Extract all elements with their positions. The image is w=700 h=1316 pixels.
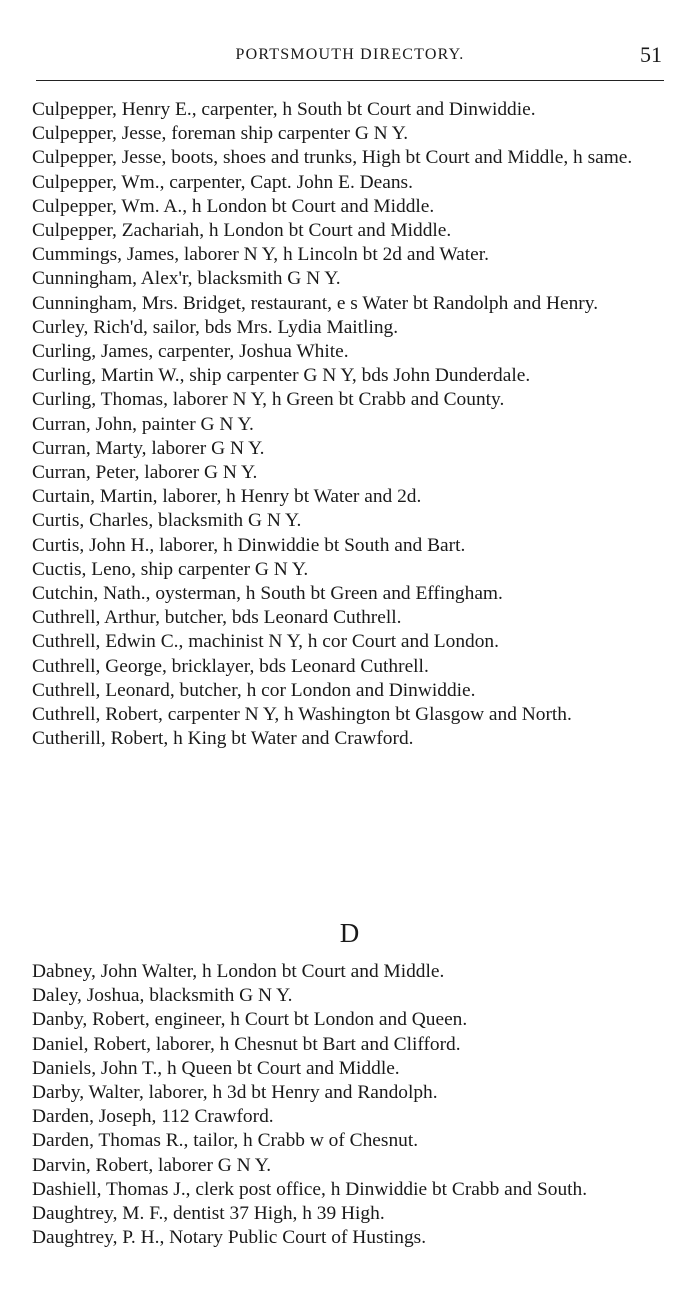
directory-entry: Cutherill, Robert, h King bt Water and Crawford. xyxy=(32,728,414,750)
directory-entry: Cuthrell, Arthur, butcher, bds Leonard Cuthrell. xyxy=(32,607,402,629)
section-letter-d: D xyxy=(339,918,361,948)
directory-entry: Cunningham, Alex'r, blacksmith G N Y. xyxy=(32,268,341,290)
directory-entry: Culpepper, Henry E., carpenter, h South bt Court and Dinwiddie. xyxy=(32,99,536,120)
directory-entry: Daniel, Robert, laborer, h Chesnut bt Bart and Clifford. xyxy=(32,1033,461,1055)
directory-entry: Culpepper, Wm., carpenter, Capt. John E. Deans. xyxy=(32,171,413,193)
page-number: 51 xyxy=(640,42,662,67)
directory-entry: Cummings, James, laborer N Y, h Lincoln bt 2d and Water. xyxy=(32,244,489,266)
entries-list-d xyxy=(32,960,668,1250)
directory-entry: Culpepper, Wm. A., h London bt Court and Middle. xyxy=(32,195,435,217)
directory-entry: Curtis, John H., laborer, h Dinwiddie bt South and Bart. xyxy=(32,534,466,556)
directory-entry: Curran, Marty, laborer G N Y. xyxy=(32,437,265,459)
running-title: PORTSMOUTH DIRECTORY. xyxy=(235,46,465,63)
directory-entry: Curling, James, carpenter, Joshua White. xyxy=(32,341,349,363)
entries-list-c xyxy=(32,98,668,751)
directory-entry: Darden, Thomas R., tailor, h Crabb w of Chesnut. xyxy=(32,1130,419,1152)
directory-entry: Daniels, John T., h Queen bt Court and Middle. xyxy=(32,1057,400,1079)
directory-entry: Curran, John, painter G N Y. xyxy=(32,413,254,435)
page-header xyxy=(36,42,664,72)
directory-entry: Darvin, Robert, laborer G N Y. xyxy=(32,1154,272,1176)
directory-entry: Curtis, Charles, blacksmith G N Y. xyxy=(32,510,302,532)
directory-entry: Curling, Thomas, laborer N Y, h Green bt Crabb and County. xyxy=(32,389,505,411)
directory-entry: Cuthrell, Edwin C., machinist N Y, h cor Court and London. xyxy=(32,631,499,653)
directory-entry: Cuthrell, Leonard, butcher, h cor London and Dinwiddie. xyxy=(32,679,476,701)
header-rule xyxy=(36,80,664,81)
directory-entry: Culpepper, Zachariah, h London bt Court and Middle. xyxy=(32,220,452,242)
directory-entry: Culpepper, Jesse, foreman ship carpenter G N Y. xyxy=(32,123,409,145)
directory-entry: Cuthrell, Robert, carpenter N Y, h Washington bt Glasgow and North. xyxy=(32,704,572,726)
directory-entry: Cuthrell, George, bricklayer, bds Leonard Cuthrell. xyxy=(32,655,429,677)
directory-entry: Daughtrey, P. H., Notary Public Court of Hustings. xyxy=(32,1227,427,1249)
directory-entry: Cunningham, Mrs. Bridget, restaurant, e s Water bt Randolph and Henry. xyxy=(32,292,599,314)
directory-entry: Curley, Rich'd, sailor, bds Mrs. Lydia Maitling. xyxy=(32,316,399,338)
directory-entry: Cutchin, Nath., oysterman, h South bt Green and Effingham. xyxy=(32,583,503,605)
directory-entry: Curling, Martin W., ship carpenter G N Y, bds John Dunderdale. xyxy=(32,365,531,387)
directory-entry: Darden, Joseph, 112 Crawford. xyxy=(32,1106,274,1128)
directory-entry: Curtain, Martin, laborer, h Henry bt Water and 2d. xyxy=(32,486,422,508)
directory-entry: Cuctis, Leno, ship carpenter G N Y. xyxy=(32,558,309,580)
directory-entry: Danby, Robert, engineer, h Court bt London and Queen. xyxy=(32,1009,468,1031)
directory-entry: Culpepper, Jesse, boots, shoes and trunks, High bt Court and Middle, h same. xyxy=(32,147,633,169)
directory-entry: Dabney, John Walter, h London bt Court and Middle. xyxy=(32,961,445,982)
directory-entry: Daughtrey, M. F., dentist 37 High, h 39 High. xyxy=(32,1203,385,1225)
directory-entry: Daley, Joshua, blacksmith G N Y. xyxy=(32,985,293,1007)
directory-entry: Curran, Peter, laborer G N Y. xyxy=(32,462,258,484)
directory-entry: Darby, Walter, laborer, h 3d bt Henry and Randolph. xyxy=(32,1082,438,1104)
directory-entry: Dashiell, Thomas J., clerk post office, h Dinwiddie bt Crabb and South. xyxy=(32,1178,588,1200)
